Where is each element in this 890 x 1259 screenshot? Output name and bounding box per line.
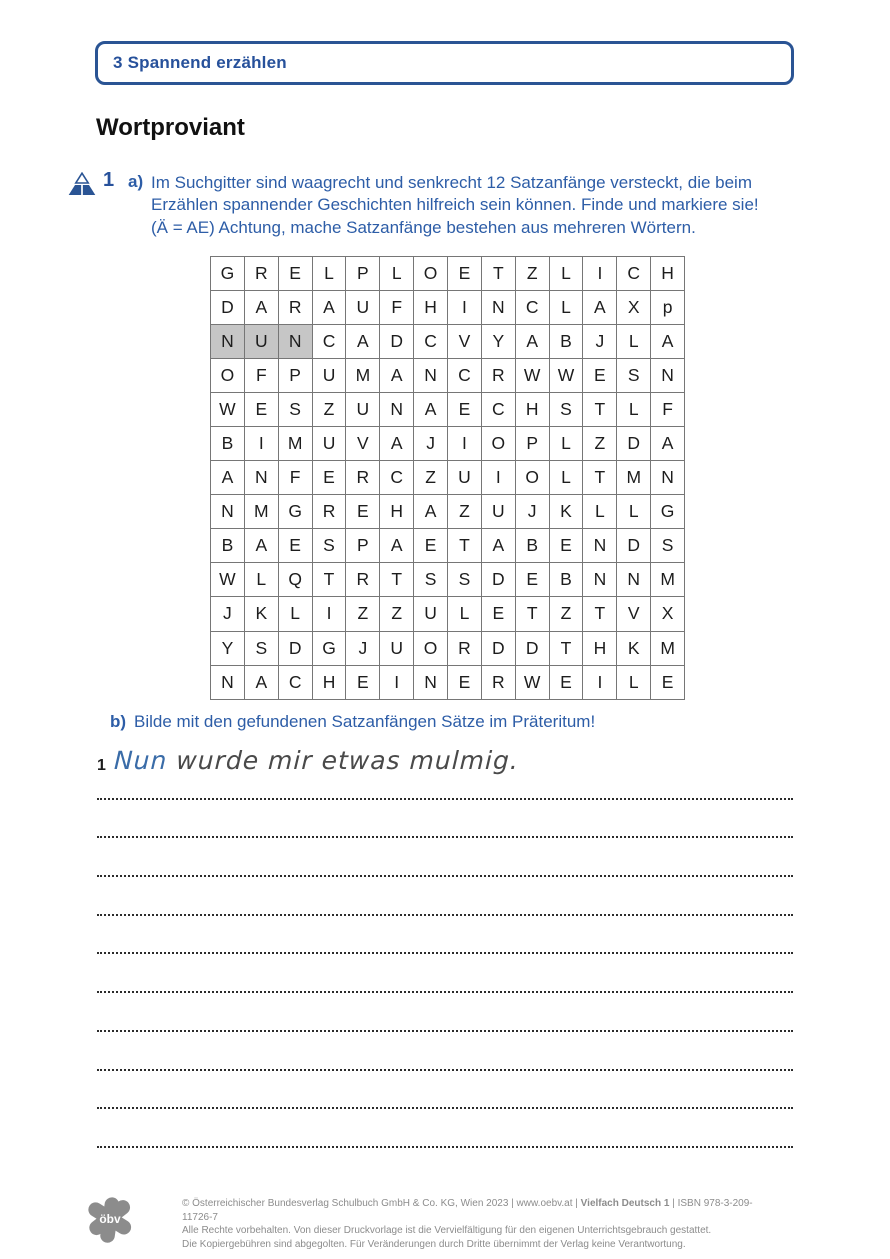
example-number: 1 bbox=[97, 757, 106, 774]
grid-cell: C bbox=[617, 257, 651, 291]
grid-cell: T bbox=[448, 529, 482, 563]
grid-cell: Z bbox=[448, 495, 482, 529]
writing-line bbox=[97, 993, 793, 1032]
grid-cell: L bbox=[313, 257, 347, 291]
grid-cell: T bbox=[583, 393, 617, 427]
writing-line bbox=[97, 916, 793, 955]
grid-cell: E bbox=[448, 257, 482, 291]
grid-cell: O bbox=[414, 632, 448, 666]
grid-cell: O bbox=[516, 461, 550, 495]
grid-cell: B bbox=[211, 529, 245, 563]
grid-cell: K bbox=[245, 597, 279, 631]
grid-cell: E bbox=[651, 666, 685, 700]
grid-cell: A bbox=[346, 325, 380, 359]
writing-line bbox=[97, 877, 793, 916]
grid-cell: L bbox=[583, 495, 617, 529]
grid-cell: R bbox=[482, 666, 516, 700]
grid-cell: A bbox=[245, 666, 279, 700]
page-title: Wortproviant bbox=[96, 114, 245, 141]
grid-cell: B bbox=[550, 563, 584, 597]
grid-cell: N bbox=[583, 563, 617, 597]
writing-line bbox=[97, 1071, 793, 1110]
part-a-label: a) bbox=[128, 172, 144, 191]
grid-cell: C bbox=[313, 325, 347, 359]
grid-cell: L bbox=[550, 461, 584, 495]
grid-cell: Z bbox=[516, 257, 550, 291]
grid-cell: Z bbox=[313, 393, 347, 427]
grid-cell: J bbox=[346, 632, 380, 666]
grid-cell: T bbox=[583, 461, 617, 495]
grid-cell: I bbox=[583, 666, 617, 700]
grid-cell: G bbox=[313, 632, 347, 666]
grid-cell: A bbox=[211, 461, 245, 495]
grid-cell: F bbox=[651, 393, 685, 427]
instruction-line-1: Im Suchgitter sind waagrecht und senkrecht 12 Satzanfänge versteckt, die beim bbox=[151, 173, 752, 192]
grid-cell: A bbox=[516, 325, 550, 359]
grid-cell: U bbox=[313, 427, 347, 461]
instruction-line-3: (Ä = AE) Achtung, mache Satzanfänge bestehen aus mehreren Wörtern. bbox=[151, 217, 696, 237]
grid-cell: E bbox=[279, 529, 313, 563]
grid-cell: P bbox=[346, 257, 380, 291]
footer-imprint bbox=[182, 1197, 782, 1251]
grid-cell: E bbox=[550, 666, 584, 700]
instruction-line-2: Erzählen spannender Geschichten hilfreich sein können. Finde und markiere sie! bbox=[151, 195, 759, 215]
grid-cell: M bbox=[617, 461, 651, 495]
grid-cell: R bbox=[245, 257, 279, 291]
grid-cell: E bbox=[583, 359, 617, 393]
grid-cell: R bbox=[313, 495, 347, 529]
grid-cell: P bbox=[516, 427, 550, 461]
grid-cell: W bbox=[516, 359, 550, 393]
grid-cell: U bbox=[380, 632, 414, 666]
grid-cell: S bbox=[313, 529, 347, 563]
grid-cell: U bbox=[313, 359, 347, 393]
grid-cell: A bbox=[313, 291, 347, 325]
grid-cell: M bbox=[651, 563, 685, 597]
grid-cell: C bbox=[380, 461, 414, 495]
grid-cell: U bbox=[346, 291, 380, 325]
grid-cell: E bbox=[414, 529, 448, 563]
example-sentence-start-word: Nun bbox=[113, 746, 168, 775]
grid-cell: C bbox=[482, 393, 516, 427]
grid-cell: W bbox=[211, 563, 245, 597]
footer-line-2: Alle Rechte vorbehalten. Von dieser Druckvorlage ist die Vervielfältigung für den eigenen Unterrichtsgebrauch gestattet. bbox=[182, 1225, 712, 1236]
grid-cell: L bbox=[617, 325, 651, 359]
task-number: 1 bbox=[103, 169, 115, 191]
grid-cell: Q bbox=[279, 563, 313, 597]
grid-cell: D bbox=[380, 325, 414, 359]
grid-cell: I bbox=[313, 597, 347, 631]
writing-line bbox=[97, 761, 793, 800]
grid-cell: M bbox=[245, 495, 279, 529]
grid-cell: R bbox=[448, 632, 482, 666]
grid-cell: U bbox=[414, 597, 448, 631]
grid-cell: U bbox=[448, 461, 482, 495]
grid-cell: Z bbox=[550, 597, 584, 631]
grid-cell: A bbox=[414, 393, 448, 427]
footer-book-title: Vielfach Deutsch 1 bbox=[580, 1198, 670, 1209]
grid-cell: E bbox=[550, 529, 584, 563]
grid-cell: N bbox=[414, 359, 448, 393]
grid-cell: N bbox=[651, 461, 685, 495]
grid-cell: B bbox=[550, 325, 584, 359]
grid-cell: D bbox=[482, 563, 516, 597]
writing-line bbox=[97, 800, 793, 839]
grid-cell: S bbox=[448, 563, 482, 597]
grid-cell: N bbox=[617, 563, 651, 597]
oebv-logo bbox=[83, 1191, 137, 1245]
grid-cell: F bbox=[245, 359, 279, 393]
grid-cell: T bbox=[380, 563, 414, 597]
grid-cell: A bbox=[651, 427, 685, 461]
grid-cell: B bbox=[516, 529, 550, 563]
grid-cell: Z bbox=[380, 597, 414, 631]
grid-cell: N bbox=[651, 359, 685, 393]
grid-cell: E bbox=[245, 393, 279, 427]
grid-cell: H bbox=[313, 666, 347, 700]
grid-cell: N bbox=[211, 495, 245, 529]
grid-cell: T bbox=[516, 597, 550, 631]
grid-cell: O bbox=[211, 359, 245, 393]
grid-cell: J bbox=[516, 495, 550, 529]
writing-line bbox=[97, 954, 793, 993]
part-b-instruction: Bilde mit den gefundenen Satzanfängen Sätze im Präteritum! bbox=[134, 712, 596, 731]
grid-cell: R bbox=[482, 359, 516, 393]
grid-cell: D bbox=[516, 632, 550, 666]
grid-cell: V bbox=[448, 325, 482, 359]
grid-cell: H bbox=[583, 632, 617, 666]
grid-cell: L bbox=[448, 597, 482, 631]
grid-cell: I bbox=[380, 666, 414, 700]
footer-line-1-pre: © Österreichischer Bundesverlag Schulbuch GmbH & Co. KG, Wien 2023 | www.oebv.at | bbox=[182, 1198, 581, 1209]
grid-cell: W bbox=[550, 359, 584, 393]
grid-cell: A bbox=[380, 529, 414, 563]
difficulty-pyramid-icon bbox=[67, 172, 97, 196]
grid-cell: T bbox=[583, 597, 617, 631]
grid-cell: M bbox=[651, 632, 685, 666]
grid-cell: Y bbox=[482, 325, 516, 359]
writing-line bbox=[97, 838, 793, 877]
grid-cell: R bbox=[346, 563, 380, 597]
grid-cell: p bbox=[651, 291, 685, 325]
grid-cell: D bbox=[617, 529, 651, 563]
grid-cell: P bbox=[346, 529, 380, 563]
grid-cell: D bbox=[211, 291, 245, 325]
grid-cell: H bbox=[516, 393, 550, 427]
grid-cell: R bbox=[346, 461, 380, 495]
grid-cell: A bbox=[380, 359, 414, 393]
grid-cell: L bbox=[550, 291, 584, 325]
part-b-label: b) bbox=[110, 712, 127, 731]
grid-cell: A bbox=[245, 529, 279, 563]
grid-cell: I bbox=[448, 427, 482, 461]
grid-cell: G bbox=[651, 495, 685, 529]
grid-cell: J bbox=[414, 427, 448, 461]
grid-cell: U bbox=[245, 325, 279, 359]
writing-line bbox=[97, 1032, 793, 1071]
grid-cell: N bbox=[211, 325, 245, 359]
grid-cell: L bbox=[550, 257, 584, 291]
chapter-title: 3 Spannend erzählen bbox=[113, 53, 287, 72]
grid-cell: N bbox=[482, 291, 516, 325]
grid-cell: C bbox=[448, 359, 482, 393]
grid-cell: Z bbox=[346, 597, 380, 631]
grid-cell: S bbox=[279, 393, 313, 427]
grid-cell: X bbox=[617, 291, 651, 325]
part-a-instructions bbox=[151, 172, 799, 239]
grid-cell: J bbox=[211, 597, 245, 631]
grid-cell: F bbox=[279, 461, 313, 495]
grid-cell: L bbox=[245, 563, 279, 597]
grid-cell: G bbox=[279, 495, 313, 529]
grid-cell: Z bbox=[583, 427, 617, 461]
grid-cell: N bbox=[583, 529, 617, 563]
grid-cell: I bbox=[245, 427, 279, 461]
grid-cell: C bbox=[516, 291, 550, 325]
grid-cell: S bbox=[651, 529, 685, 563]
grid-cell: M bbox=[279, 427, 313, 461]
grid-cell: A bbox=[651, 325, 685, 359]
grid-cell: I bbox=[583, 257, 617, 291]
footer-line-1-post: | ISBN 978-3-209-11726-7 bbox=[182, 1198, 753, 1223]
grid-cell: G bbox=[211, 257, 245, 291]
grid-cell: S bbox=[414, 563, 448, 597]
grid-cell: E bbox=[516, 563, 550, 597]
grid-cell: L bbox=[617, 495, 651, 529]
grid-cell: X bbox=[651, 597, 685, 631]
grid-cell: I bbox=[482, 461, 516, 495]
grid-cell: C bbox=[414, 325, 448, 359]
grid-cell: N bbox=[380, 393, 414, 427]
grid-cell: H bbox=[380, 495, 414, 529]
writing-lines-area bbox=[97, 761, 793, 1148]
grid-cell: O bbox=[414, 257, 448, 291]
grid-cell: M bbox=[346, 359, 380, 393]
grid-cell: H bbox=[651, 257, 685, 291]
grid-cell: Z bbox=[414, 461, 448, 495]
grid-cell: E bbox=[448, 666, 482, 700]
grid-cell: J bbox=[583, 325, 617, 359]
grid-cell: N bbox=[279, 325, 313, 359]
grid-cell: I bbox=[448, 291, 482, 325]
grid-cell: T bbox=[482, 257, 516, 291]
grid-cell: F bbox=[380, 291, 414, 325]
word-search-grid bbox=[210, 256, 685, 700]
footer-line-1 bbox=[182, 1197, 782, 1224]
grid-cell: A bbox=[380, 427, 414, 461]
grid-cell: N bbox=[245, 461, 279, 495]
grid-cell: N bbox=[414, 666, 448, 700]
grid-cell: W bbox=[516, 666, 550, 700]
grid-cell: O bbox=[482, 427, 516, 461]
grid-cell: S bbox=[617, 359, 651, 393]
grid-cell: L bbox=[617, 393, 651, 427]
chapter-header-box bbox=[95, 41, 794, 85]
grid-cell: P bbox=[279, 359, 313, 393]
grid-cell: A bbox=[245, 291, 279, 325]
grid-cell: A bbox=[583, 291, 617, 325]
grid-cell: R bbox=[279, 291, 313, 325]
grid-cell: E bbox=[482, 597, 516, 631]
grid-cell: D bbox=[279, 632, 313, 666]
grid-cell: B bbox=[211, 427, 245, 461]
grid-cell: W bbox=[211, 393, 245, 427]
writing-line bbox=[97, 1109, 793, 1148]
grid-cell: V bbox=[346, 427, 380, 461]
example-sentence-rest: wurde mir etwas mulmig. bbox=[166, 746, 520, 775]
grid-cell: D bbox=[617, 427, 651, 461]
grid-cell: U bbox=[482, 495, 516, 529]
grid-cell: T bbox=[313, 563, 347, 597]
grid-cell: K bbox=[550, 495, 584, 529]
grid-cell: E bbox=[313, 461, 347, 495]
grid-cell: L bbox=[617, 666, 651, 700]
grid-cell: L bbox=[550, 427, 584, 461]
grid-cell: E bbox=[346, 666, 380, 700]
grid-cell: C bbox=[279, 666, 313, 700]
grid-cell: H bbox=[414, 291, 448, 325]
grid-cell: S bbox=[245, 632, 279, 666]
grid-cell: E bbox=[448, 393, 482, 427]
grid-cell: L bbox=[279, 597, 313, 631]
grid-cell: T bbox=[550, 632, 584, 666]
grid-cell: N bbox=[211, 666, 245, 700]
grid-cell: U bbox=[346, 393, 380, 427]
grid-cell: L bbox=[380, 257, 414, 291]
grid-cell: D bbox=[482, 632, 516, 666]
grid-cell: V bbox=[617, 597, 651, 631]
footer-line-3: Die Kopiergebühren sind abgegolten. Für Veränderungen durch Dritte übernimmt der Verlag keine Verantwortung. bbox=[182, 1238, 686, 1250]
oebv-logo-text: öbv bbox=[99, 1212, 121, 1227]
grid-cell: A bbox=[482, 529, 516, 563]
grid-cell: K bbox=[617, 632, 651, 666]
grid-cell: E bbox=[346, 495, 380, 529]
grid-cell: A bbox=[414, 495, 448, 529]
grid-cell: E bbox=[279, 257, 313, 291]
grid-cell: S bbox=[550, 393, 584, 427]
grid-cell: Y bbox=[211, 632, 245, 666]
